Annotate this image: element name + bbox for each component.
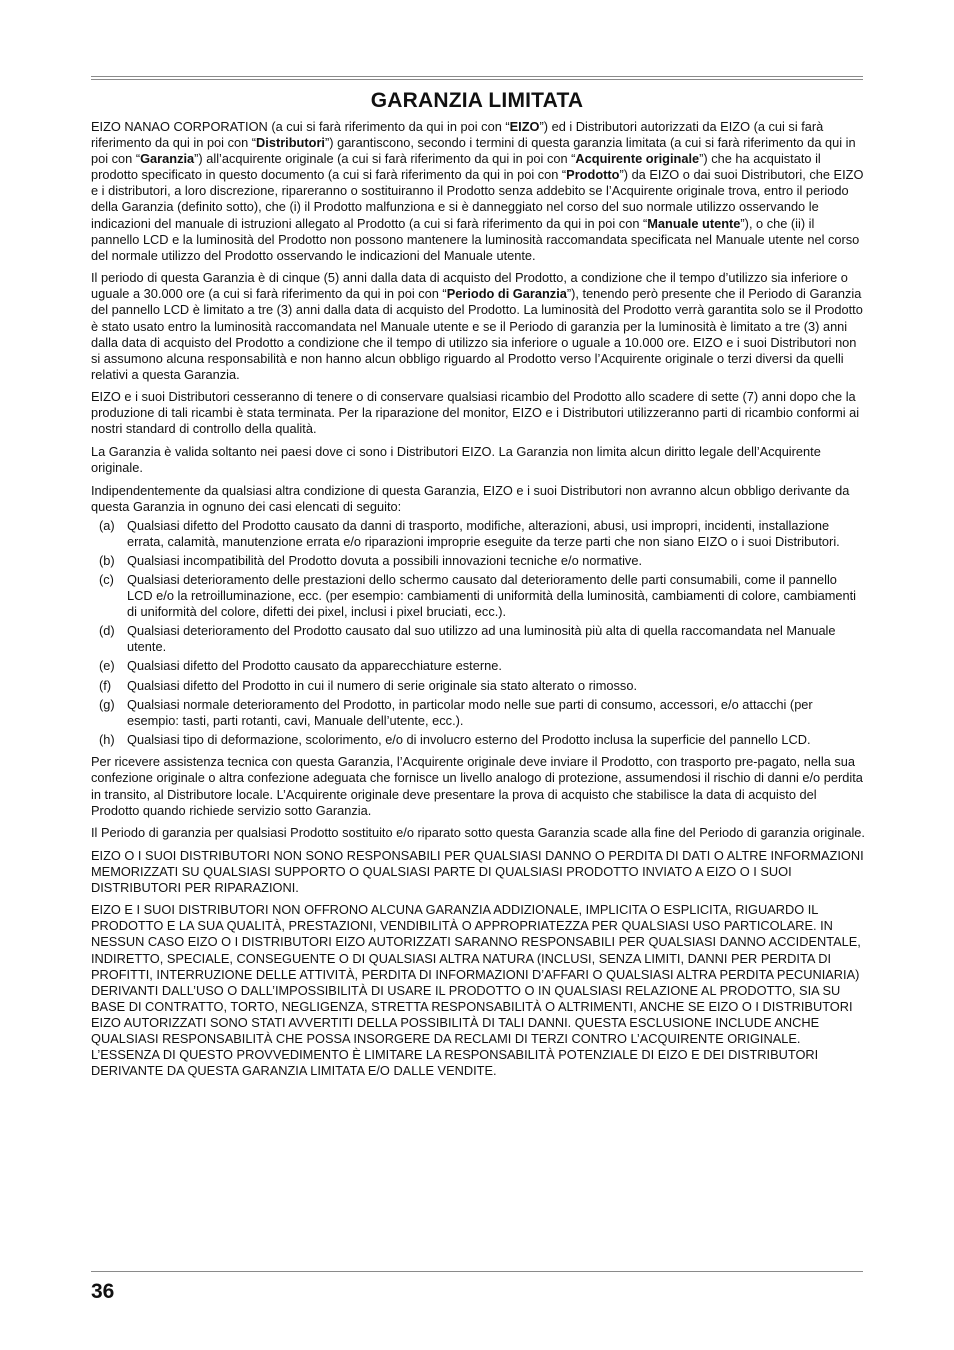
list-item-text: Qualsiasi difetto del Prodotto causato da apparecchiature esterne. [127,658,502,674]
paragraph-spare-parts: EIZO e i suoi Distributori cesseranno di tenere o di conservare qualsiasi ricambio del Prodotto allo scadere di sette (7) anni dopo che la produzione di tali ricambi è stata terminata. Per la riparazione del monitor, EIZO e i Distributori utilizzeranno parti di ricambio conformi ai nostri standard di controllo della qualità. [91,389,860,437]
term-manuale-utente: Manuale utente [647,215,741,231]
list-item-label: (e) [99,658,115,674]
text-run: ”), tenendo però presente che il Periodo di Garanzia del pannello LCD è limitato a tre (3) anni dalla data di acquisto del Prodotto. La luminosità del Prodotto verrà garantita solo se il Prodotto è stato usato entro la luminosità raccomandata nel Manuale utente e se il Periodo di garanzia per la luminosità è limitato a tre (3) anni dalla data di acquisto del Prodotto a condizione che il tempo di utilizzo sia inferiore o uguale a 10.000 ore. EIZO e i suoi Distributori non si assumono alcuna responsabilità e non hanno alcun obbligo riguardo al Prodotto verso l’Acquirente originale o terzi diversi da quelli relativi a questa Garanzia. [91,286,863,382]
term-eizo: EIZO [509,119,540,134]
term-distributori: Distributori [256,135,325,151]
list-item-text: Qualsiasi normale deterioramento del Prodotto, in particolar modo nelle sue parti di consumo, accessori, e/o attacchi (per esempio: tasti, parti rotanti, cavi, Manuale dell’utente, ecc.). [127,696,813,728]
text-run: ”) all’acquirente originale (a cui si farà riferimento da qui in poi con “ [194,151,576,167]
list-item [91,697,865,729]
top-divider [91,76,863,80]
term-prodotto: Prodotto [566,167,620,183]
list-item [91,623,865,655]
paragraph-replacement-period: Il Periodo di garanzia per qualsiasi Prodotto sostituito e/o riparato sotto questa Garanzia scade alla fine del Periodo di garanzia originale. [91,825,865,841]
list-item [91,572,865,620]
page-number: 36 [91,1280,115,1303]
list-item-label: (a) [99,517,115,533]
term-garanzia: Garanzia [140,151,195,167]
list-item-label: (f) [99,677,112,693]
text-run: ”), o che (ii) il pannello LCD e la luminosità del Prodotto non possono mantenere la luminosità raccomandata specificata nel Manuale utente nel corso del normale utilizzo del Prodotto osservando le indicazioni del Manuale utente. [91,215,860,263]
list-item-label: (b) [99,552,115,568]
bottom-divider [91,1271,863,1272]
paragraph-warranty-period [91,270,865,383]
list-item-label: (c) [99,572,114,587]
list-item-text: Qualsiasi deterioramento del Prodotto causato dal suo utilizzo ad una luminosità più alta di quella raccomandata nel Manuale utente. [127,623,836,655]
text-run: Il periodo di questa Garanzia è di cinque (5) anni dalla data di acquisto del Prodotto, a condizione che il tempo d’utilizzo sia inferiore o uguale a 30.000 ore (a cui si farà riferimento da qui in poi con “ [91,270,848,302]
list-item [91,678,865,694]
text-run: ”) che ha acquistato il prodotto specificato in questo documento (a cui si farà riferimento da qui in poi con “ [91,151,821,183]
list-item-text: Qualsiasi difetto del Prodotto causato da danni di trasporto, modifiche, alterazioni, abusi, usi impropri, incidenti, installazione errata, calamità, manutenzione errata e/o riparazioni improprie eseguite da terze parti che non siano EIZO o i suoi Distributori. [127,517,840,549]
list-item-text: Qualsiasi incompatibilità del Prodotto dovuta a possibili innovazioni tecniche e/o normative. [127,552,643,568]
list-item-label: (d) [99,623,115,639]
text-run: ”) da EIZO o dai suoi Distributori, che EIZO e i distributori, a loro discrezione, ripareranno o sostituiranno il Prodotto senza addebito se l’Acquirente originale trova, entro il periodo della Garanzia (definito sotto), che (i) il Prodotto malfunziona e si è danneggiato nel corso del suo normale utilizzo osservando le indicazioni del manuale di istruzioni allegato al Prodotto (a cui si farà riferimento da qui in poi con “ [91,167,864,231]
paragraph-exclusions-intro: Indipendentemente da qualsiasi altra condizione di questa Garanzia, EIZO e i suoi Distributori non avranno alcun obbligo derivante da questa Garanzia in ognuno dei casi elencati di seguito: [91,482,850,514]
paragraph-validity: La Garanzia è valida soltanto nei paesi dove ci sono i Distributori EIZO. La Garanzia non limita alcun diritto legale dell’Acquirente originale. [91,443,821,476]
list-item [91,732,865,748]
page-title: GARANZIA LIMITATA [370,89,584,112]
paragraph-data-loss-disclaimer: EIZO O I SUOI DISTRIBUTORI NON SONO RESPONSABILI PER QUALSIASI DANNO O PERDITA DI DATI O ALTRE INFORMAZIONI MEMORIZZATI SU QUALSIASI SUPPORTO O QUALSIASI PARTE DI QUALSIASI PRODOTTO INVIATO A EIZO O I SUOI DISTRIBUTORI PER RIPARAZIONI. [91,847,864,895]
list-item [91,553,865,569]
term-acquirente-originale: Acquirente originale [575,151,700,167]
list-item-text: Qualsiasi tipo di deformazione, scolorimento, e/o di involucro esterno del Prodotto inclusa la superficie del pannello LCD. [127,731,811,747]
list-item [91,518,865,550]
paragraph-intro [91,119,865,264]
list-item-text: Qualsiasi difetto del Prodotto in cui il numero di serie originale sia stato alterato o rimosso. [127,677,637,693]
list-item [91,658,865,674]
paragraph-service: Per ricevere assistenza tecnica con questa Garanzia, l’Acquirente originale deve inviare il Prodotto, con trasporto pre-pagato, nella sua confezione originale o altra confezione adeguata che fornisce un livello analogo di protezione, assumendosi il rischio di danni e/o perdita in transito, al Distributore locale. L’Acquirente originale deve presentare la prova di acquisto che stabilisce la data di acquisto del Prodotto quando richiede servizio sotto Garanzia. [91,754,863,818]
term-periodo-di-garanzia: Periodo di Garanzia [446,286,567,302]
text-run: ”) garantiscono, secondo i termini di questa garanzia limitata (a cui si farà riferimento da qui in poi con “ [91,135,856,167]
warranty-body [91,119,865,1086]
text-run: EIZO NANAO CORPORATION (a cui si farà riferimento da qui in poi con “ [91,119,510,134]
list-item-text: Qualsiasi deterioramento delle prestazioni dello schermo causato dal deterioramento delle parti consumabili, come il pannello LCD e/o la retroilluminazione, ecc. (per esempio: cambiamenti di uniformità della luminosità, cambiamenti di colore, cambiamenti di uniformità del colore, difetti dei pixel, inclusi i pixel bruciati, ecc.). [127,572,857,620]
paragraph-liability-disclaimer: EIZO E I SUOI DISTRIBUTORI NON OFFRONO ALCUNA GARANZIA ADDIZIONALE, IMPLICITA O ESPLICITA, RIGUARDO IL PRODOTTO E LA SUA QUALITÀ, PRESTAZIONI, VENDIBILITÀ O APPROPRIATEZZA PER QUALSIASI USO PARTICOLARE. IN NESSUN CASO EIZO O I DISTRIBUTORI EIZO AUTORIZZATI SARANNO RESPONSABILI PER QUALSIASI DANNO ACCIDENTALE, INDIRETTO, SPECIALE, CONSEGUENTE O DI QUALSIASI ALTRA NATURA (INCLUSI, SENZA LIMITI, DANNI PER PERDITA DI PROFITTI, INTERRUZIONE DELLE ATTIVITÀ, PERDITA DI INFORMAZIONI D’AFFARI O QUALSIASI ALTRA PERDITA PECUNIARIA) DERIVANTI DALL’USO O DALL’IMPOSSIBILITÀ DI USARE IL PRODOTTO O IN QUALSIASI RELAZIONE AL PRODOTTO, SIA SU BASE DI CONTRATTO, TORTO, NEGLIGENZA, STRETTA RESPONSABILITÀ O ALTRIMENTI, ANCHE SE EIZO O I DISTRIBUTORI EIZO AUTORIZZATI SONO STATI AVVERTITI DELLA POSSIBILITÀ DI TALI DANNI. QUESTA ESCLUSIONE INCLUDE ANCHE QUALSIASI RESPONSABILITÀ CHE POSSA INSORGERE DA RECLAMI DI TERZI CONTRO L’ACQUIRENTE ORIGINALE. L’ESSENZA DI QUESTO PROVVEDIMENTO È LIMITARE LA RESPONSABILITÀ POTENZIALE DI EIZO E DEI DISTRIBUTORI DERIVANTE DA QUESTA GARANZIA LIMITATA E/O DALLE VENDITE. [91,902,861,1079]
list-item-label: (h) [99,731,115,747]
text-run: ”) ed i Distributori autorizzati da EIZO (a cui si farà riferimento da qui in poi con “ [91,119,824,151]
exclusions-list [91,518,865,748]
list-item-label: (g) [99,696,115,712]
